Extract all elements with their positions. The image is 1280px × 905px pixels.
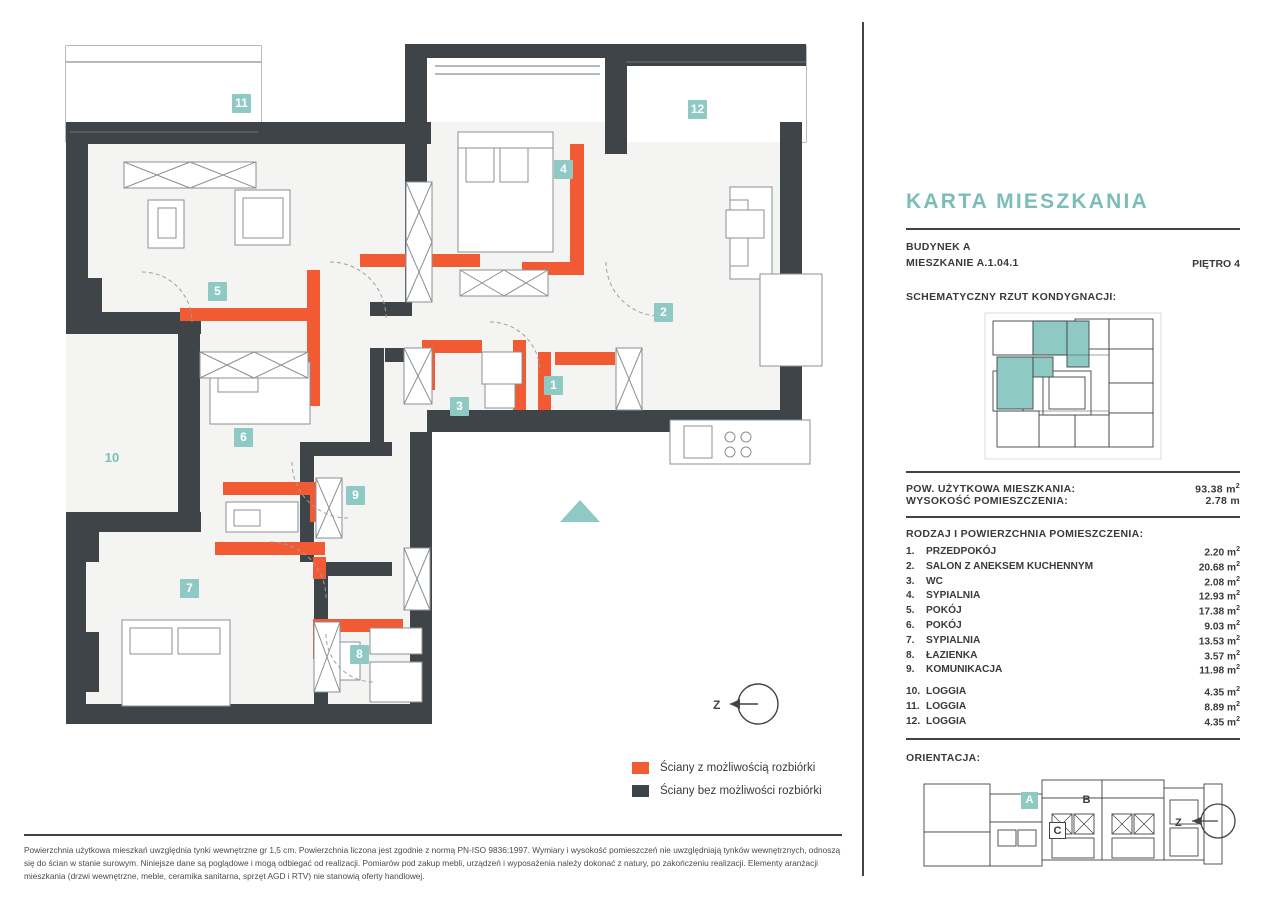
non-demolishable-wall-swatch [632, 785, 649, 797]
orientation-compass [1164, 797, 1244, 850]
room-height-label: WYSOKOŚĆ POMIESZCZENIA: [906, 495, 1069, 507]
info-card [906, 190, 1240, 880]
building-block [906, 230, 1240, 279]
wall-legend [632, 762, 862, 808]
room-number-2: 2 [654, 303, 673, 322]
area-block [906, 473, 1240, 517]
room-height-row [906, 495, 1240, 507]
site-label-c: C [1049, 822, 1066, 839]
room-number-4: 4 [554, 160, 573, 179]
footnote-text: Powierzchnia użytkowa mieszkań uwzględnia tynki wewnętrzne gr 1,5 cm. Powierzchnia liczona jest zgodnie z normą PN-ISO 9836:1997. Wymiary i wysokość pomieszczeń nie uwzględniają tynków wewnętrznych, odnoszą się do ścian w stanie surowym. Niniejsze dane są poglądowe i mogą odbiegać od realizacji. Pomiarów pod zakup mebli, urządzeń i wyposażenia należy dokonać z natury, po zakończeniu realizacji. Elementy aranżacji mieszkania (drzwi wewnętrzne, meble, ceramika sanitarna, sprzęt AGD i RTV) nie stanowią oferty handlowej. [24, 845, 841, 881]
schematic-plan-label: SCHEMATYCZNY RZUT KONDYGNACJI: [906, 290, 1117, 303]
room-number-1: 1 [544, 376, 563, 395]
legend-row-non-demolishable [632, 785, 862, 797]
room-number-8: 8 [350, 645, 369, 664]
page-title: KARTA MIESZKANIA [906, 190, 1149, 213]
orientation-divider [906, 738, 1240, 740]
room-row: 3. WC 2.08 $m^2$ [906, 575, 1240, 589]
building-label: BUDYNEK A [906, 241, 971, 253]
plan-compass [710, 677, 790, 732]
usable-area-label: POW. UŻYTKOWA MIESZKANIA: [906, 482, 1076, 495]
legend-label-non-demolishable: Ściany bez możliwości rozbiórki [660, 785, 822, 797]
loggia-row: 10. LOGGIA 4.35 $m^2$ [906, 686, 1240, 699]
room-row: 6. POKÓJ 9.03 $m^2$ [906, 620, 1240, 633]
usable-area-value: 93.38 $m^2$ [1195, 482, 1240, 495]
key-plan [906, 311, 1240, 461]
loggia-row: 12. LOGGIA 4.35 $m^2$ [906, 715, 1240, 728]
site-label-a: A [1021, 792, 1038, 809]
legend-row-demolishable [632, 762, 862, 774]
room-row: 7. SYPIALNIA 13.53 $m^2$ [906, 634, 1240, 648]
room-number-3: 3 [450, 397, 469, 416]
room-row: 4. SYPIALNIA 12.93 $m^2$ [906, 590, 1240, 603]
room-number-6: 6 [234, 428, 253, 447]
room-row: 5. POKÓJ 17.38 $m^2$ [906, 605, 1240, 618]
legend-label-demolishable: Ściany z możliwością rozbiórki [660, 762, 816, 774]
room-row: 9. KOMUNIKACJA 11.98 $m^2$ [906, 664, 1240, 677]
floor-label: PIĘTRO 4 [1192, 257, 1240, 270]
room-row: 8. ŁAZIENKA 3.57 $m^2$ [906, 649, 1240, 662]
loggia-row: 11. LOGGIA 8.89 $m^2$ [906, 700, 1240, 714]
room-number-12: 12 [688, 100, 707, 119]
room-number-10: 10 [104, 450, 120, 465]
room-row: 1. PRZEDPOKÓJ 2.20 $m^2$ [906, 546, 1240, 559]
floor-plan [30, 22, 842, 752]
svg-text:Z: Z [713, 698, 721, 712]
footer-divider [24, 834, 842, 836]
room-height-value: 2.78 m [1205, 495, 1240, 507]
svg-text:Z: Z [1175, 817, 1182, 829]
room-row: 2. SALON Z ANEKSEM KUCHENNYM 20.68 $m^2$ [906, 560, 1240, 574]
demolishable-wall-swatch [632, 762, 649, 774]
room-list-block [906, 518, 1240, 738]
apartment-label: MIESZKANIE A.1.04.1 [906, 256, 1019, 269]
room-number-11: 11 [232, 94, 251, 113]
site-label-b: B [1082, 794, 1091, 807]
room-list-header: RODZAJ I POWIERZCHNIA POMIESZCZENIA: [906, 528, 1144, 540]
room-number-9: 9 [346, 486, 365, 505]
usable-area-row [906, 483, 1240, 496]
room-number-5: 5 [208, 282, 227, 301]
orientation-label: ORIENTACJA: [906, 752, 981, 765]
vertical-divider [862, 22, 864, 876]
room-number-7: 7 [180, 579, 199, 598]
